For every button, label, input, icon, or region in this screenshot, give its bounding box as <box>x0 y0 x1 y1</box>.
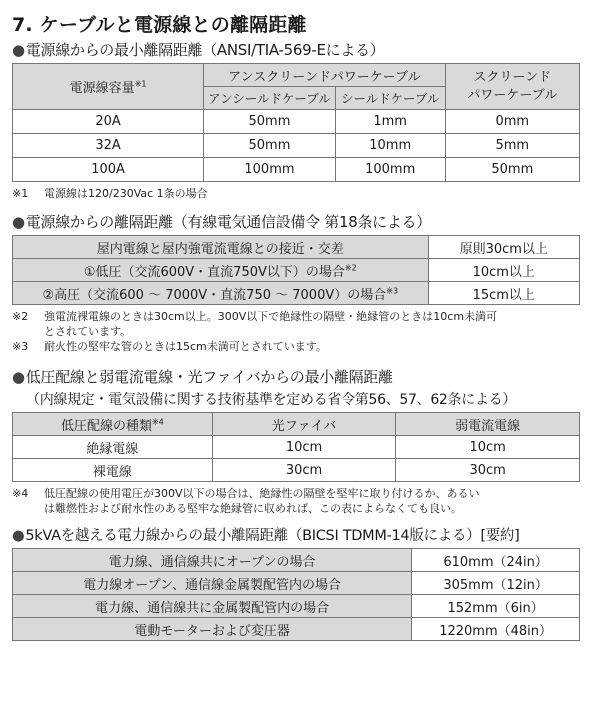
bicsi-separation-table <box>12 548 580 641</box>
header-screened: スクリーンド パワーケーブル <box>445 64 579 110</box>
header-capacity: 電源線容量$^{※1}$ <box>13 64 204 110</box>
footnote-4: ※4 低圧配線の使用電圧が300V以下の場合は、絶縁性の隔壁を堅牢に取り付けるか、あるい は難燃性および耐水性のある堅牢な絶縁管に収めれば、この表によらなくても良い。 <box>12 487 480 515</box>
section-1-heading-text: 電源線からの最小離隔距離（ANSI/TIA-569-Eによる） <box>25 41 385 59</box>
header-unshielded: アンシールドケーブル <box>204 87 336 110</box>
footnote-3: ※3 耐火性の堅牢な管のときは15cm未満可とされています。 <box>12 340 327 353</box>
table-row: 裸電線 30cm 30cm <box>13 459 580 482</box>
document-page <box>12 6 592 641</box>
section-2-heading-text: 電源線からの離隔距離（有線電気通信設備令 第18条による） <box>25 213 431 231</box>
header-fiber: 光ファイバ <box>212 413 396 436</box>
section-4-heading-text: 5kVAを越える電力線からの最小離隔距離（BICSI TDMM-14版による）[要約] <box>25 528 520 544</box>
bullet-icon: ● <box>12 368 25 386</box>
table-row: 20A 50mm 1mm 0mm <box>13 110 580 134</box>
footnote-marker: ※4 <box>151 417 164 427</box>
footnote-marker: ※1 <box>134 79 147 89</box>
footnote-2: ※2 強電流裸電線のときは30cm以上。300V以下で絶縁性の隔壁・絶縁管のときは10cm未満可 とされています。 <box>12 310 498 338</box>
low-voltage-table <box>12 412 580 482</box>
section-4-heading <box>12 524 592 545</box>
section-3-heading <box>12 366 592 387</box>
bullet-icon: ● <box>12 528 25 544</box>
footnote-1: ※1 電源線は120/230Vac 1条の場合 <box>12 187 208 200</box>
bullet-icon: ● <box>12 213 25 231</box>
footnote-marker: ※2 <box>344 263 357 273</box>
table-row: 電力線、通信線共にオープンの場合 610mm（24in） <box>13 549 580 572</box>
table-row: 電動モーターおよび変圧器 1220mm（48in） <box>13 618 580 641</box>
table-row: ①低圧（交流600V・直流750V以下）の場合$^{※2}$ 10cm以上 <box>13 259 580 282</box>
header-shielded: シールドケーブル <box>335 87 445 110</box>
table-row: 32A 50mm 10mm 5mm <box>13 134 580 158</box>
footnote-marker: ※3 <box>386 286 399 296</box>
header-unscreened-group: アンスクリーンドパワーケーブル <box>204 64 445 87</box>
page-title: 7. ケーブルと電源線との離隔距離 <box>12 14 307 36</box>
table-row: 100A 100mm 100mm 50mm <box>13 158 580 182</box>
section-1-heading <box>12 39 592 60</box>
ansi-separation-table <box>12 63 580 182</box>
table-row: 電力線オープン、通信線金属製配管内の場合 305mm（12in） <box>13 572 580 595</box>
header-weak-current: 弱電流電線 <box>396 413 580 436</box>
section-2-heading <box>12 211 592 232</box>
table-row: ②高圧（交流600 ～ 7000V・直流750 ～ 7000V）の場合$^{※3}$ 15cm以上 <box>13 282 580 305</box>
table-row: 絶縁電線 10cm 10cm <box>13 436 580 459</box>
section-3-subheading: （内線規定・電気設備に関する技術基準を定める省令第56、57、62条による） <box>26 392 517 408</box>
bullet-icon: ● <box>12 41 25 59</box>
section-3-heading-text: 低圧配線と弱電流電線・光ファイバからの最小離隔距離 <box>25 368 393 386</box>
table-row: 屋内電線と屋内強電流電線との接近・交差 原則30cm以上 <box>13 236 580 259</box>
telecom-ordinance-table <box>12 235 580 305</box>
table-row: 電力線、通信線共に金属製配管内の場合 152mm（6in） <box>13 595 580 618</box>
header-wiring-type: 低圧配線の種類$^{※4}$ <box>13 413 213 436</box>
